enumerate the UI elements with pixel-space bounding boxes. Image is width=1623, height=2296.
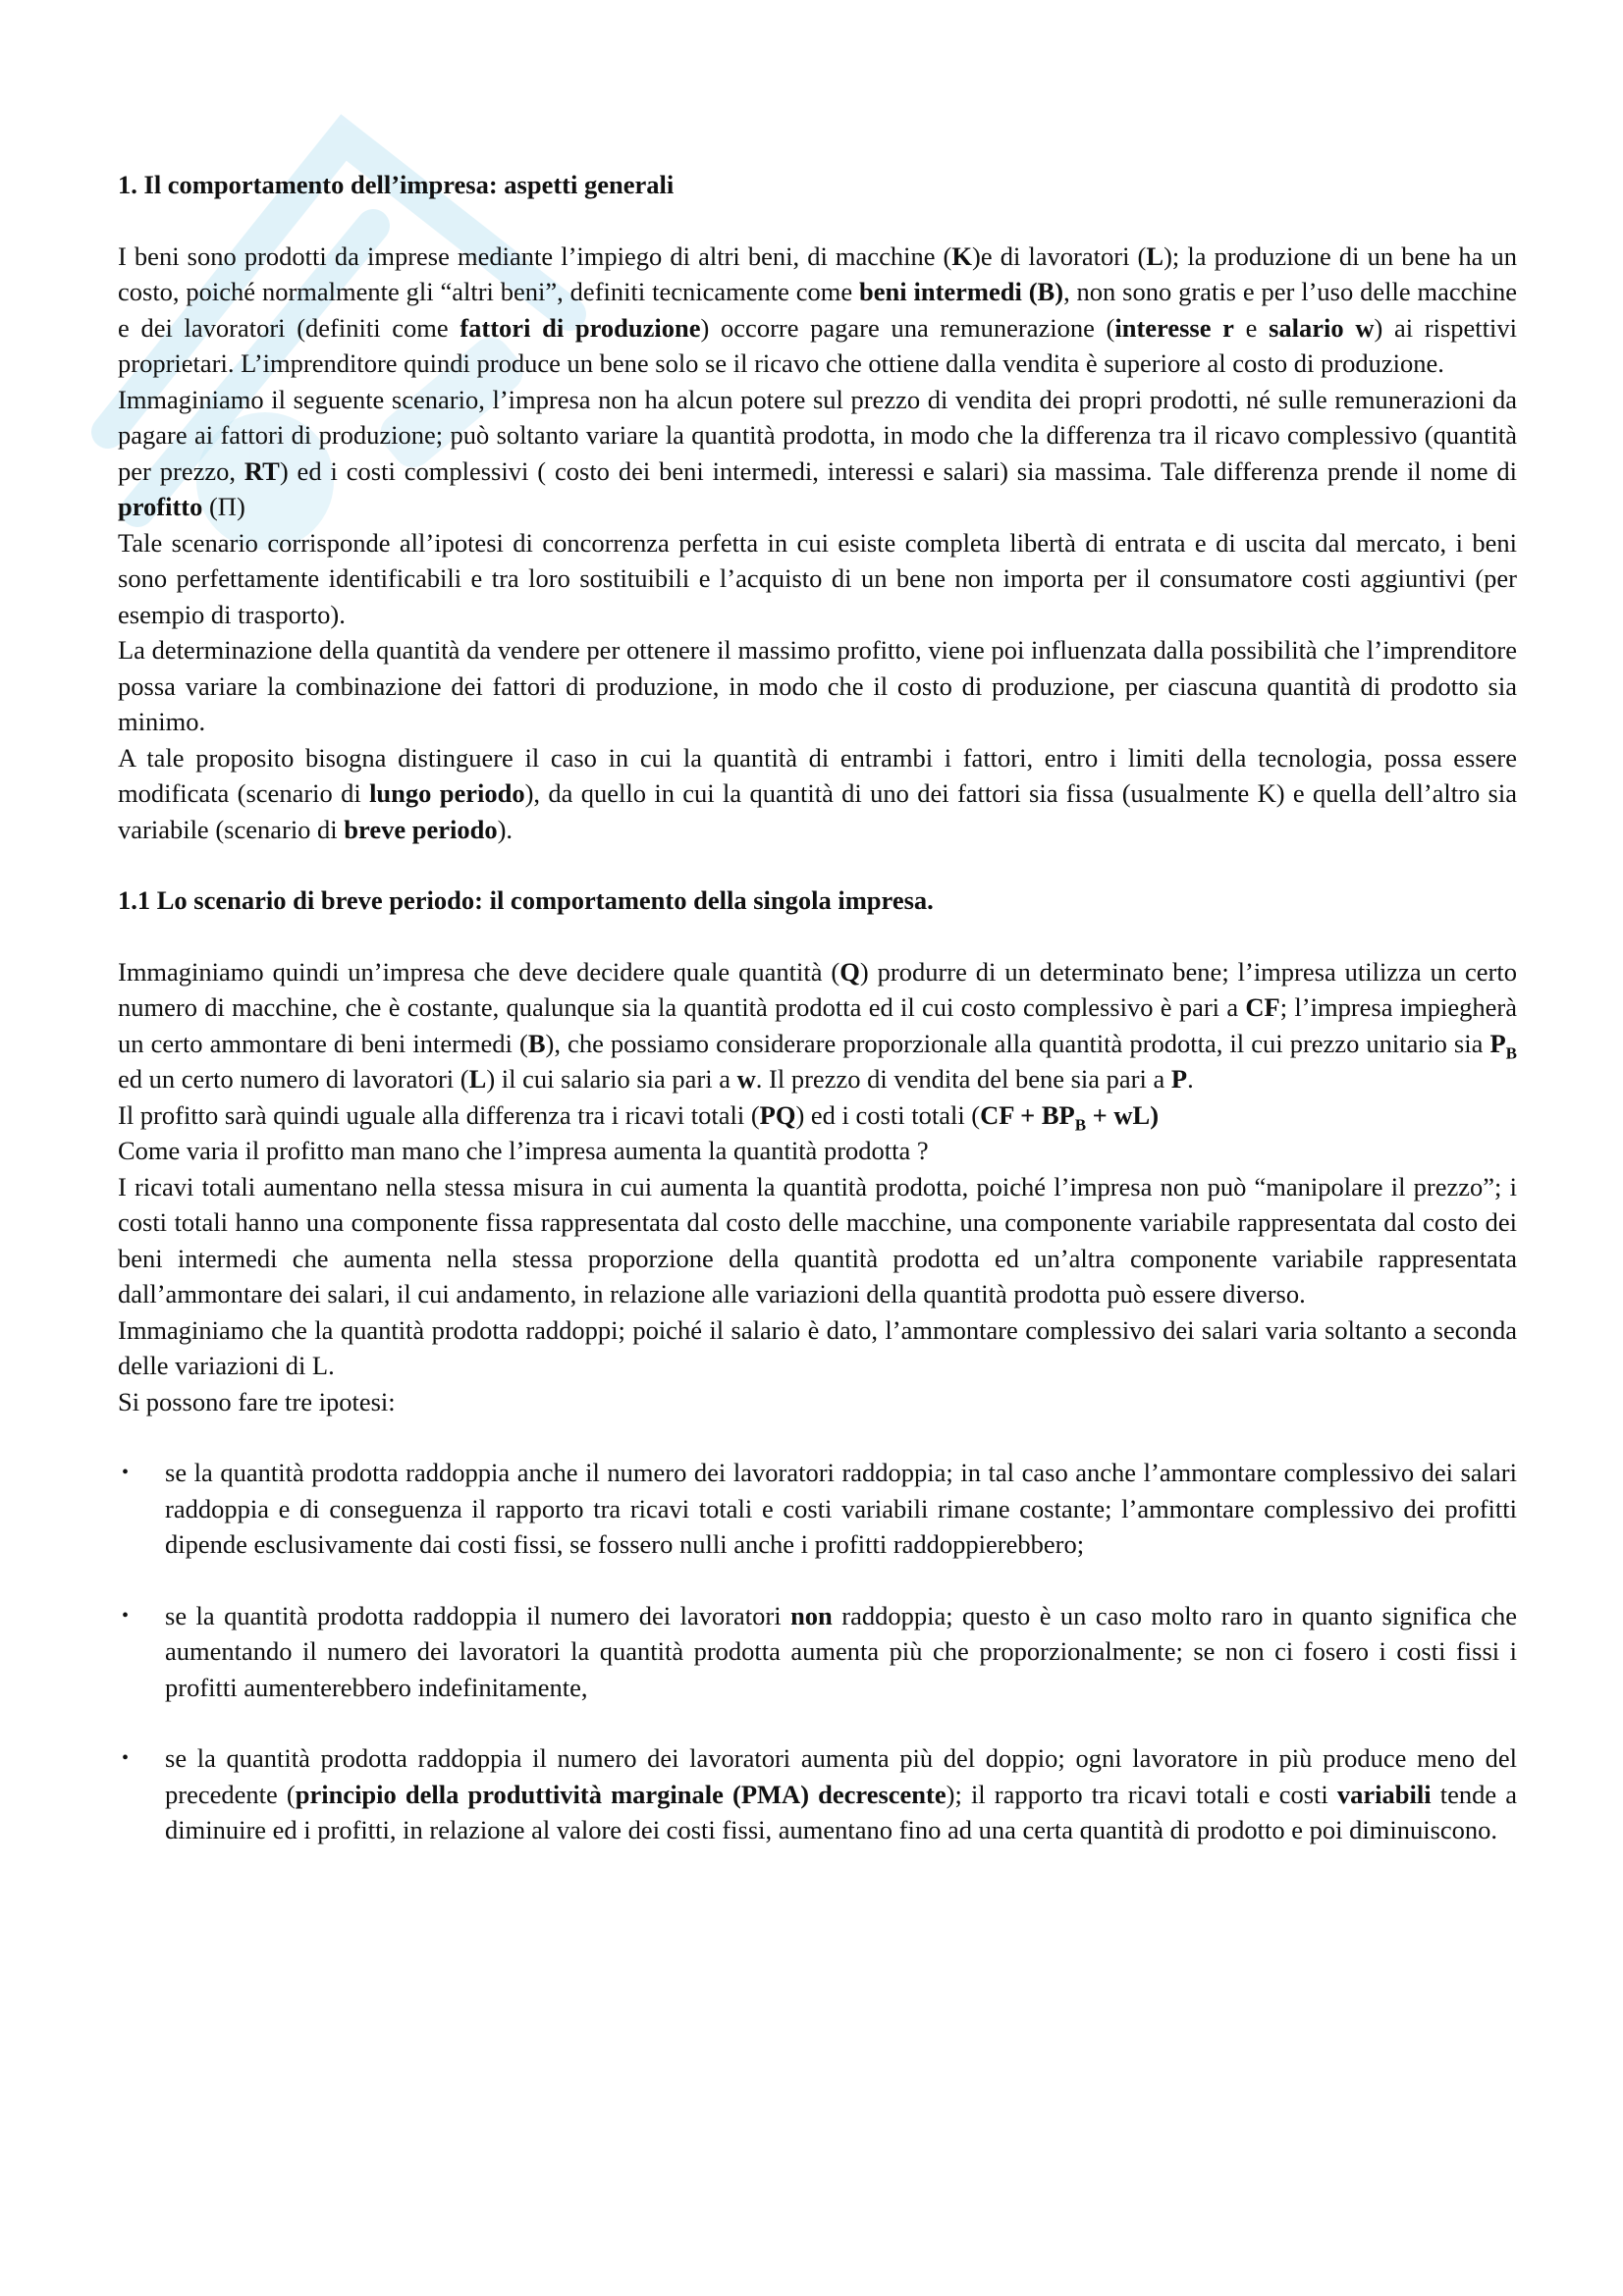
section-title-1: 1. Il comportamento dell’impresa: aspetti generali: [118, 170, 675, 199]
bullet-icon: •: [122, 1604, 130, 1627]
paragraph-periods: A tale proposito bisogna distinguere il caso in cui la quantità di entrambi i fattori, entro i limiti della tecnologia, possa essere modificata (scenario di lungo periodo), da quello in cui la quantità di uno dei fattori sia fissa (usualmente K) e quella dell’altro sia variabile (scenario di breve periodo).: [118, 742, 1517, 844]
paragraph-determination: La determinazione della quantità da vendere per ottenere il massimo profitto, viene poi influenzata dalla possibilità che l’imprenditore possa variare la combinazione dei fattori di produzione, in modo che il costo di produzione, per ciascuna quantità di prodotto sia minimo.: [118, 635, 1517, 736]
paragraph-scenario: Immaginiamo il seguente scenario, l’impresa non ha alcun potere sul prezzo di vendita dei propri prodotti, né sulle remunerazioni da pagare ai fattori di produzione; può soltanto variare la quantità prodotta, in modo che la differenza tra il ricavo complessivo (quantità per prezzo, RT) ed i costi complessivi ( costo dei beni intermedi, interessi e salari) sia massima. Tale differenza prende il nome di profitto (Π): [118, 384, 1517, 521]
document-page: [118, 167, 1517, 1848]
list-item: • se la quantità prodotta raddoppia anche il numero dei lavoratori raddoppia; in tal caso anche l’ammontare complessivo dei salari raddoppia e di conseguenza il rapporto tra ricavi totali e costi variabili rimane costante; l’ammontare complessivo dei profitti dipende esclusivamente dai costi fissi, se fossero nulli anche i profitti raddoppierebbero;: [118, 1455, 1517, 1563]
paragraph-firm: Immaginiamo quindi un’impresa che deve decidere quale quantità (Q) produrre di un determinato bene; l’impresa utilizza un certo numero di macchine, che è costante, qualunque sia la quantità prodotta ed il cui costo complessivo è pari a CF; l’impresa impiegherà un certo ammontare di beni intermedi (B), che possiamo considerare proporzionale alla quantità prodotta, il cui prezzo unitario sia $P_B$ ed un certo numero di lavoratori (L) il cui salario sia pari a w. Il prezzo di vendita del bene sia pari a P.: [118, 956, 1517, 1094]
bullet-icon: •: [122, 1747, 130, 1769]
paragraph-hypotheses-intro: Si possono fare tre ipotesi:: [118, 1386, 396, 1416]
paragraph-doubling: Immaginiamo che la quantità prodotta raddoppi; poiché il salario è dato, l’ammontare complessivo dei salari varia soltanto a seconda delle variazioni di L.: [118, 1314, 1517, 1380]
list-item: • se la quantità prodotta raddoppia il numero dei lavoratori non raddoppia; questo è un caso molto raro in quanto significa che aumentando il numero dei lavoratori la quantità prodotta aumenta più che proporzionalmente; se non ci fosero i costi fissi i profitti aumenterebbero indefinitamente,: [118, 1598, 1517, 1706]
paragraph-intro: I beni sono prodotti da imprese mediante l’impiego di altri beni, di macchine (K)e di lavoratori (L); la produzione di un bene ha un costo, poiché normalmente gli “altri beni”, definiti tecnicamente come beni intermedi (B), non sono gratis e per l’uso delle macchine e dei lavoratori (definiti come fattori di produzione) occorre pagare una remunerazione (interesse r e salario w) ai rispettivi proprietari. L’imprenditore quindi produce un bene solo se il ricavo che ottiene dalla vendita è superiore al costo di produzione.: [118, 240, 1517, 378]
paragraph-perfect-competition: Tale scenario corrisponde all’ipotesi di concorrenza perfetta in cui esiste completa libertà di entrata e di uscita dal mercato, i beni sono perfettamente identificabili e tra loro sostituibili e l’acquisto di un bene non importa per il consumatore costi aggiuntivi (per esempio di trasporto).: [118, 527, 1517, 629]
list-item: • se la quantità prodotta raddoppia il numero dei lavoratori aumenta più del doppio; ogni lavoratore in più produce meno del precedente (principio della produttività marginale (PMA) decrescente); il rapporto tra ricavi totali e costi variabili tende a diminuire ed i profitti, in relazione al valore dei costi fissi, aumentano fino ad una certa quantità di prodotto e poi diminuiscono.: [118, 1740, 1517, 1848]
bullet-icon: •: [122, 1462, 130, 1483]
paragraph-profit-formula: Il profitto sarà quindi uguale alla differenza tra i ricavi totali (PQ) ed i costi totali $(CF + BP_B + wL)$: [118, 1099, 1160, 1134]
hypotheses-list: [118, 1455, 1517, 1848]
paragraph-revenues: I ricavi totali aumentano nella stessa misura in cui aumenta la quantità prodotta, poiché l’impresa non può “manipolare il prezzo”; i costi totali hanno una componente fissa rappresentata dal costo delle macchine, una componente variabile rappresentata dal costo dei beni intermedi che aumenta nella stessa proporzione della quantità prodotta ed un’altra componente variabile rappresentata dall’ammontare dei salari, il cui andamento, in relazione alle variazioni della quantità prodotta può essere diverso.: [118, 1171, 1517, 1308]
section-title-1-1: 1.1 Lo scenario di breve periodo: il comportamento della singola impresa.: [118, 885, 934, 915]
paragraph-question: Come varia il profitto man mano che l’impresa aumenta la quantità prodotta ?: [118, 1136, 929, 1165]
